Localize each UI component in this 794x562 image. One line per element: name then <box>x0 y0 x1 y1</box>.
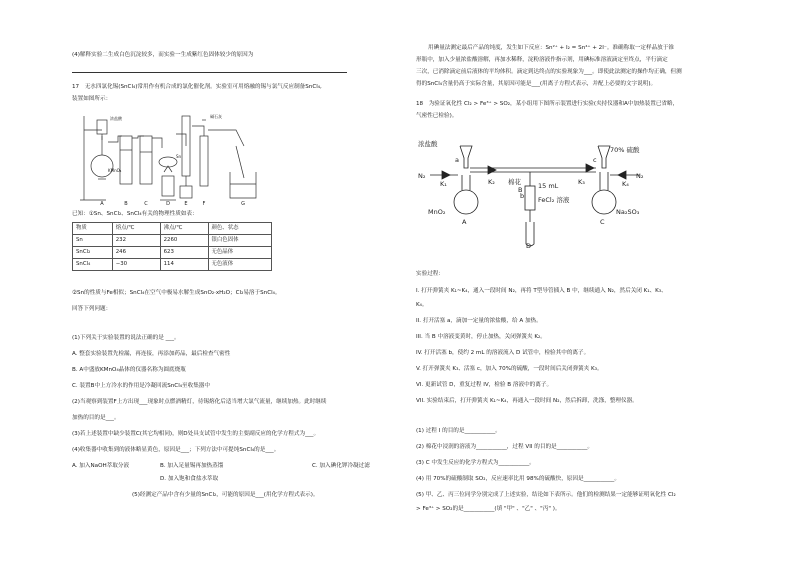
q18-stem-line2: 气密性已检验)。 <box>416 113 458 119</box>
label-n2-right: N₂ <box>636 172 644 180</box>
q17-apparatus-diagram <box>76 106 276 206</box>
table-header: 熔点/℃ <box>112 223 160 235</box>
label-cotton: 棉花 <box>508 178 521 186</box>
fig-annotation-sn: Sn <box>176 154 182 159</box>
label-15ml: 15 mL <box>538 182 559 190</box>
fig-label-C: C <box>144 201 148 206</box>
q17-4-option-c: C. 加入碘化钾冷凝过滤 <box>312 463 370 469</box>
table-header: 沸点/℃ <box>160 223 208 235</box>
fig-label-D: D <box>166 201 170 206</box>
q18-3: (3) C 中发生反应的化学方程式为___________。 <box>416 460 535 466</box>
q17-4-option-b: B. 加入足量锡再加热蒸馏 <box>160 463 224 469</box>
q17-2-cont: 加热的目的是___。 <box>72 415 120 421</box>
label-mno2: MnO₂ <box>428 208 446 216</box>
q18-5: (5) 甲、乙、丙三位同学分别完成了上述实验，结论如下表所示。他们的检测结果一定能够证明氧化性 Cl₂ <box>416 492 676 498</box>
step-1: I. 打开弹簧夹 K₁~K₄，通入一段时间 N₂，再将 T型导管插入 B 中，继续通入 N₂，然后关闭 K₁、K₃、 <box>416 288 667 294</box>
q17-2: (2)当观察到装置F上方出现___现象时点燃酒精灯，待锡熔化后适当增大氯气流量，继续加热。此时继续 <box>72 399 327 405</box>
step-5: V. 打开弹簧夹 K₃、活塞 c，加入 70%的硫酸，一段时间后关闭弹簧夹 K₃。 <box>416 366 603 372</box>
q18-stem-line1: 18 为验证氧化性 Cl₂ > Fe³⁺ > SO₂，某小组用下图所示装置进行实验(夹持仪器和A中加热装置已省略， <box>416 101 679 107</box>
titration-line4: 得的SnCl₄含量仍高于实际含量，其原因可能是___(用离子方程式表示，并配上必要的文字说明)。 <box>416 81 657 87</box>
answer-blank <box>72 66 347 73</box>
step-2: II. 打开活塞 a，滴加一定量的浓盐酸，给 A 加热。 <box>416 318 542 324</box>
table-cell: SnCl₂ <box>73 247 113 259</box>
fig-label-F: F <box>202 201 206 206</box>
table-cell: 623 <box>160 247 208 259</box>
label-k3: K₃ <box>578 178 585 186</box>
label-tube-b: B <box>518 186 523 194</box>
table-cell: 114 <box>160 259 208 271</box>
q17-4-option-d: D. 加入饱和食盐水萃取 <box>160 476 219 482</box>
q17-4-option-a: A. 加入NaOH萃取分液 <box>72 463 130 469</box>
q17-1-option-c: C. 装置B中上方冷水的作用是冷凝回流SnCl₄至收集器中 <box>72 383 210 389</box>
label-valve-b: b <box>520 192 525 200</box>
table-cell: −30 <box>112 259 160 271</box>
table-cell: 无色液体 <box>208 259 271 271</box>
table-header: 颜色、状态 <box>208 223 271 235</box>
q16-part4: (4)解释实验二生成白色沉淀较多，而实验一生成紫红色固体较少的原因为 <box>72 52 254 58</box>
titration-line1: 用碘量法测定最后产品的纯度，发生如下反应：Sn²⁺ + I₂ = Sn⁴⁺ + 2I⁻。准确称取一定样品放于锥 <box>428 45 674 51</box>
table-row <box>73 235 272 247</box>
table-cell: 232 <box>112 235 160 247</box>
table-row <box>73 259 272 271</box>
step-1-cont: K₄。 <box>416 302 428 308</box>
q18-apparatus-diagram <box>418 126 648 248</box>
step-7: VII. 实验结束后，打开弹簧夹 K₁~K₄，再通入一段时间 N₂，然后拆卸，洗涤，整理仪器。 <box>416 398 638 404</box>
fig-label-E: E <box>184 201 188 206</box>
label-conc-hcl: 浓盐酸 <box>418 140 438 148</box>
label-k4: K₄ <box>622 180 629 188</box>
label-70-sulfuric-acid: 70% 硫酸 <box>610 146 640 154</box>
q17-1-option-b: B. A中盛放KMnO₄晶体的仪器名称为圆底烧瓶 <box>72 367 186 373</box>
fig-annotation-hcl: 浓盐酸 <box>110 116 122 121</box>
q18-4: (4) 用 70%的硫酸制取 SO₂，反应速率比用 98%的硫酸快，原因是___________。 <box>416 476 620 482</box>
fig-label-G: G <box>241 201 245 206</box>
properties-table <box>72 222 272 271</box>
label-fecl2-solution: FeCl₂ 溶液 <box>538 196 570 204</box>
table-header: 物质 <box>73 223 113 235</box>
label-tube-d: D <box>526 242 532 248</box>
q17-5: (5)经测定产品中含有少量的SnCl₂，可能的原因是___(用化学方程式表示)。 <box>132 492 319 498</box>
q17-stem-line2: 装置如图所示： <box>72 96 112 102</box>
table-cell: 246 <box>112 247 160 259</box>
table-cell: SnCl₄ <box>73 259 113 271</box>
table-cell: 2260 <box>160 235 208 247</box>
q18-5-cont: > Fe³⁺ > SO₂的是___________(填 "甲" 、"乙" 、"丙" )。 <box>416 506 561 512</box>
titration-line2: 形瓶中，加入少量浓盐酸溶解，再加水稀释，淀粉溶液作指示剂，用碘标准溶液滴定至终点，平行滴定 <box>416 57 668 63</box>
q18-2: (2) 棉花中浸润的溶液为___________，过程 VII 的目的是___________。 <box>416 444 594 450</box>
known-1: 已知：①Sn、SnCl₂、SnCl₄有关的物理性质如表： <box>72 211 198 217</box>
step-4: IV. 打开活塞 b，使约 2 mL 的溶液流入 D 试管中，检验其中的离子。 <box>416 350 590 356</box>
answer-prompt: 回答下列问题： <box>72 306 112 312</box>
known-2: ②Sn的性质与Fe相似；SnCl₄在空气中极易水解生成SnO₂·xH₂O；Cl₂易溶于SnCl₄。 <box>72 290 281 296</box>
table-header-row <box>73 223 272 235</box>
table-cell: 银白色固体 <box>208 235 271 247</box>
label-n2-left: N₂ <box>418 172 426 180</box>
label-flask-a: A <box>462 218 467 226</box>
fig-label-A: A <box>100 201 104 206</box>
label-valve-c: c <box>593 156 597 164</box>
table-cell: Sn <box>73 235 113 247</box>
q17-4: (4)收集器中收集到的液体略显黄色，原因是___；下列方法中可提纯SnCl₄的是___。 <box>72 447 280 453</box>
q17-stem-line1: 17 无水四氯化锡(SnCl₄)常用作有机合成的氯化催化剂。实验室可用熔融的锡与氯气反应制备SnCl₄, <box>72 84 322 90</box>
table-row <box>73 247 272 259</box>
process-heading: 实验过程： <box>416 271 444 277</box>
fig-annotation-sodalime: 碱石灰 <box>210 114 222 119</box>
label-flask-c: C <box>600 218 605 226</box>
q18-1: (1) 过程 I 的目的是___________。 <box>416 428 501 434</box>
label-na2so3: Na₂SO₃ <box>616 208 640 216</box>
label-k2: K₂ <box>488 178 495 186</box>
label-k1: K₁ <box>440 180 447 188</box>
fig-label-B: B <box>124 201 128 206</box>
fig-annotation-kmno4: KMnO₄ <box>108 168 122 173</box>
q17-1-option-a: A. 整套实验装置先检漏，再连接，再添加药品，最后检查气密性 <box>72 351 231 357</box>
titration-line3: 三次，已消除滴定前后液体的平均体积。滴定到达终点的实验现象为___。即使此法测定的操作均正确，但测 <box>416 69 682 75</box>
q17-3: (3)若上述装置中缺少装置C(其它均相同)，则D处具支试管中发生的主要副反应的化学方程式为___。 <box>72 431 320 437</box>
table-cell: 无色晶体 <box>208 247 271 259</box>
step-6: VI. 更新试管 D，重复过程 IV，检验 B 溶液中的离子。 <box>416 382 553 388</box>
label-valve-a: a <box>455 156 459 164</box>
step-3: III. 当 B 中溶液变黄时，停止加热，关闭弹簧夹 K₂。 <box>416 334 546 340</box>
q17-1: (1)下列关于实验装置的说法正确的是 ___。 <box>72 335 180 341</box>
